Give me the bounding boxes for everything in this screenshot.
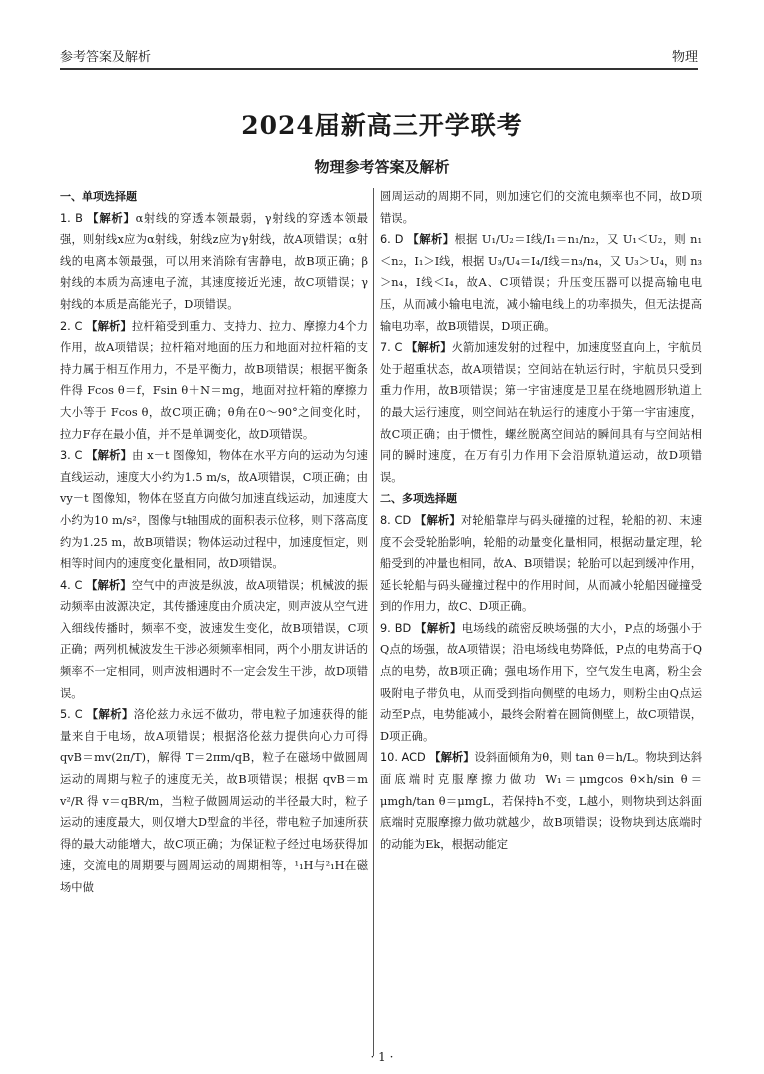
answer-text: 圆周运动的周期不同，则加速它们的交流电频率也不同，故D项错误。 — [380, 190, 702, 225]
answer-item-2 — [60, 316, 368, 446]
answer-item-10 — [380, 747, 702, 855]
header-doc-label: 参考答案及解析 — [60, 50, 152, 65]
answer-item-6 — [380, 229, 702, 337]
column-divider — [373, 188, 374, 1056]
answer-item-7 — [380, 337, 702, 488]
right-column — [380, 186, 702, 855]
answer-text: 电场线的疏密反映场强的大小，P点的场强小于Q点的场强，故A项错误；沿电场线电势降低，P点的电势高于Q点的电势，故B项正确；强电场作用下，空气发生电离，粉尘会吸附电子带负电，从而受到指向侧壁的电场力，则粉尘由Q点运动至P点，电势能减小，最终会附着在圆筒侧壁上，故C项错误，D项正确。 — [380, 621, 702, 743]
analysis-tag: 【解析】 — [407, 233, 455, 247]
answer-number: 10. ACD — [380, 751, 426, 765]
answer-text: 根据 U₁/U₂＝I线/I₁＝n₁/n₂，又 U₁＜U₂，则 n₁＜n₂，I₁＞I线，根据 U₃/U₄＝I₄/I线＝n₃/n₄，又 U₃＞U₄，则 n₃＞n₄，I线＜I₄，故A、C项错误；升压变压器可以提高输电电压，从而减小输电电流，减小输电线上的功率损失，但无法提高输电功率，故B项错误，D项正确。 — [380, 233, 702, 333]
answer-number: 9. BD — [380, 621, 412, 635]
answer-item-9 — [380, 618, 702, 748]
answer-text: 空气中的声波是纵波，故A项错误；机械波的振动频率由波源决定，其传播速度由介质决定，则声波从空气进入细线传播时，频率不变，波速发生变化，故B项错误，C项正确；两列机械波发生干涉必须频率相同，两个小朋友讲话的频率不一定相同，则声波相遇时不一定会发生干涉，故D项错误。 — [60, 578, 368, 700]
answer-number: 8. CD — [380, 513, 412, 527]
answer-item-8 — [380, 510, 702, 618]
header-subject-label: 物理 — [671, 50, 698, 65]
analysis-tag: 【解析】 — [87, 211, 136, 225]
section-heading: 二、多项选择题 — [380, 492, 457, 506]
left-column — [60, 186, 368, 899]
answer-number: 7. C — [380, 341, 403, 355]
page-title: 2024届新高三开学联考 — [241, 111, 523, 140]
answer-item-3 — [60, 445, 368, 575]
answer-number: 3. C — [60, 449, 83, 463]
answer-text: 对轮船靠岸与码头碰撞的过程，轮船的初、末速度不会受轮胎影响，轮船的动量变化量相同，根据动量定理，轮船受到的冲量也相同，故A、B项错误；轮胎可以起到缓冲作用，延长轮船与码头碰撞过程中的作用时间，从而减小轮船因碰撞受到的作用力，故C、D项正确。 — [380, 513, 702, 614]
answer-text: 设斜面倾角为θ，则 tan θ＝h/L。物块到达斜面底端时克服摩擦力做功 W₁＝μmgcos θ×h/sin θ＝μmgh/tan θ＝μmgL，若保持h不变，L越小，则物块到达斜面底端时克服摩擦力做功就越少，故B项错误；设物块到达底端时的动能为Ek，根据动能定 — [380, 751, 702, 851]
answer-item-5 — [60, 704, 368, 898]
answer-text: 拉杆箱受到重力、支持力、拉力、摩擦力4个力作用，故A项错误；拉杆箱对地面的压力和地面对拉杆箱的支持力属于相互作用力，不是平衡力，故B项错误；根据平衡条件得 Fcos θ＝f，Fsin θ＋N＝mg，地面对拉杆箱的摩擦力大小等于 Fcos θ，故C项正确；θ角在0～90°之间变化时，拉力F存在最小值，并不是单调变化，故D项错误。 — [60, 319, 368, 441]
analysis-tag: 【解析】 — [414, 513, 461, 527]
analysis-tag: 【解析】 — [86, 319, 132, 333]
answer-number: 6. D — [380, 233, 404, 247]
analysis-tag: 【解析】 — [86, 449, 133, 463]
answer-number: 5. C — [60, 708, 83, 722]
answer-number: 1. B — [60, 211, 83, 225]
answer-number: 2. C — [60, 319, 83, 333]
analysis-tag: 【解析】 — [415, 621, 462, 635]
answer-text: 火箭加速发射的过程中，加速度竖直向上，宇航员处于超重状态，故A项错误；空间站在轨运行时，宇航员只受到重力作用，故B项错误；第一宇宙速度是卫星在绕地圆形轨道上的最大运行速度，则空间站在轨运行的速度小于第一宇宙速度，故C项正确；由于惯性，螺丝脱离空间站的瞬间具有与空间站相同的瞬时速度，在万有引力作用下会沿原轨道运动，故D项错误。 — [380, 341, 702, 484]
page-subtitle: 物理参考答案及解析 — [314, 158, 450, 176]
analysis-tag: 【解析】 — [429, 751, 475, 765]
answer-text: α射线的穿透本领最弱，γ射线的穿透本领最强，则射线x应为α射线，射线z应为γ射线，故A项错误；α射线的电离本领最强，可以用来消除有害静电，故B项正确；β射线的本质为高速电子流，其速度接近光速，故C项错误；γ射线的本质是高能光子，D项错误。 — [60, 211, 369, 311]
analysis-tag: 【解析】 — [86, 708, 134, 722]
analysis-tag: 【解析】 — [406, 341, 452, 355]
page-header — [60, 46, 698, 70]
page-number: · 1 · — [370, 1050, 394, 1064]
answer-item-1 — [60, 208, 368, 316]
answer-continuation — [380, 186, 702, 229]
answer-item-4 — [60, 575, 368, 705]
answer-text: 由 x－t 图像知，物体在水平方向的运动为匀速直线运动，速度大小约为1.5 m/s，故A项错误，C项正确；由 vy－t 图像知，物体在竖直方向做匀加速直线运动，加速度大小约为10 m/s²，图像与t轴围成的面积表示位移，则下落高度约为1.25 m，故B项错误；物体运动过程中，加速度恒定，则相等时间内的速度变化量相同，故D项错误。 — [60, 449, 368, 571]
answer-number: 4. C — [60, 578, 83, 592]
analysis-tag: 【解析】 — [86, 578, 132, 592]
section-heading: 一、单项选择题 — [60, 190, 137, 203]
answer-text: 洛伦兹力永远不做功，带电粒子加速获得的能量来自于电场，故A项错误；根据洛伦兹力提供向心力可得 qvB＝mv(2π/T)，解得 T＝2πm/qB，粒子在磁场中做圆周运动的周期与粒子的速度无关，故B项错误；根据 qvB＝m v²/R 得 v＝qBR/m，当粒子做圆周运动的半径最大时，粒子运动的速度最大，则仅增大D型盒的半径，带电粒子加速所获得的最大动能增大，故C项正确；为保证粒子经过电场获得加速，交流电的周期要与圆周运动的周期相等，¹₁H与²₁H在磁场中做 — [60, 708, 368, 894]
